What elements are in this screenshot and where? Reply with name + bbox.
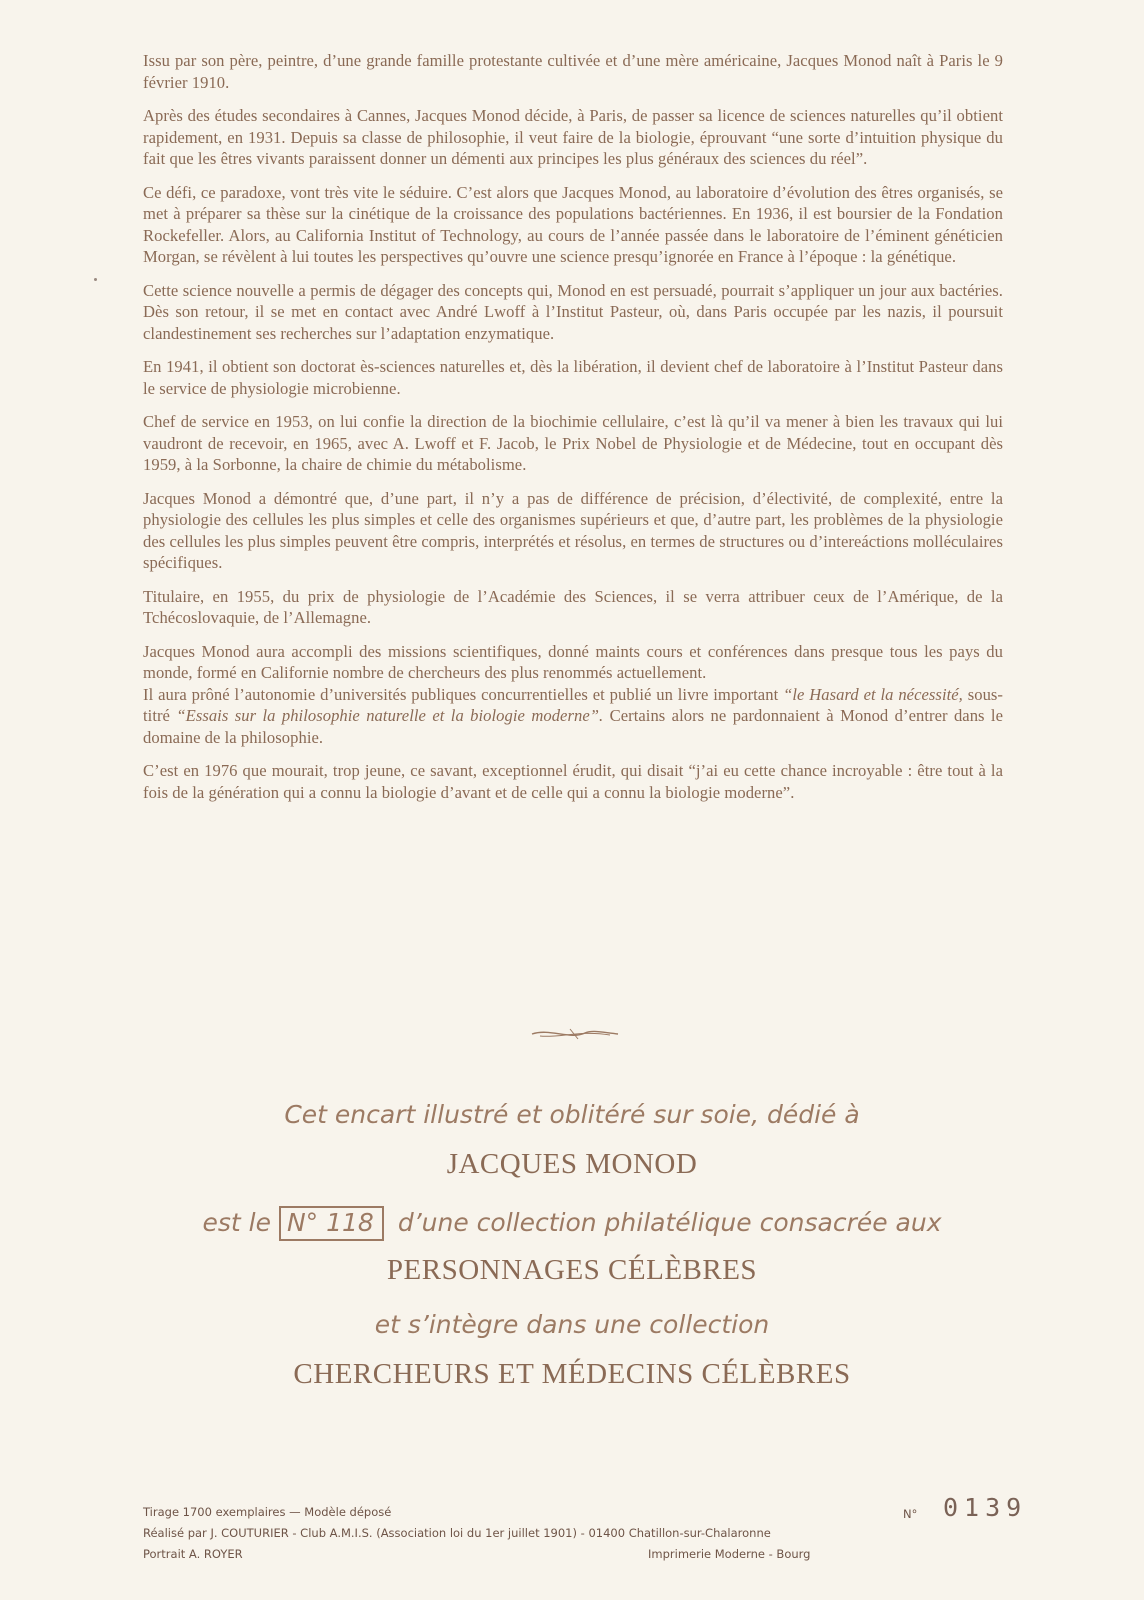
collection-line-text: d’une collection philatélique consacrée aux bbox=[397, 1208, 942, 1237]
print-run: Tirage 1700 exemplaires — Modèle déposé bbox=[143, 1505, 392, 1519]
paragraph-text: Certains alors ne pardonnaient à Monod d’entrer dans le domaine de la philosophie. bbox=[143, 706, 1004, 747]
paragraph: En 1941, il obtient son doctorat ès-sciences naturelles et, dès la libération, il devient chef de laboratoire à l’Institut Pasteur dans le service de physiologie microbienne. bbox=[143, 357, 1003, 398]
collection-number-badge: N° 118 bbox=[279, 1206, 384, 1241]
biography-text bbox=[143, 50, 1003, 815]
dedication-line: Cet encart illustré et oblitéré sur soie, dédié à bbox=[284, 1100, 860, 1129]
paragraph-with-book-title bbox=[143, 684, 1003, 749]
collection-title: PERSONNAGES CÉLÈBRES bbox=[386, 1254, 758, 1286]
margin-speck bbox=[94, 278, 97, 281]
paragraph-text: sous-titré bbox=[143, 684, 1003, 725]
serial-number-label: N° bbox=[903, 1507, 918, 1521]
book-title: “le Hasard et la nécessité, bbox=[783, 684, 963, 704]
flourish-ornament bbox=[530, 1024, 620, 1044]
paragraph-text: Il aura prôné l’autonomie d’universités publiques concurrentielles et publié un livre important bbox=[143, 684, 784, 704]
est-le-text: est le bbox=[202, 1208, 271, 1237]
paragraph: Jacques Monod a démontré que, d’une part, il n’y a pas de différence de précision, d’électivité, de complexité, entre la physiologie des cellules les plus simples et celle des organismes supérieurs et que, d’autre part, les problèmes de la physiologie des cellules les plus simples peuvent être compris, interprétés et résolus, en termes de structures ou d’intereáctions molléculaires spécifiques. bbox=[143, 488, 1003, 572]
paragraph: Ce défi, ce paradoxe, vont très vite le séduire. C’est alors que Jacques Monod, au laboratoire d’évolution des êtres organisés, se met à préparer sa thèse sur la cinétique de la croissance des populations bactériennes. En 1936, il est boursier de la Fondation Rockefeller. Alors, au California Institut of Technology, au cours de l’année passée dans le laboratoire de l’éminent généticien Morgan, se révèlent à lui toutes les perspectives qu’ouvre une science presqu’ignorée en France à l’époque : la génétique. bbox=[143, 182, 1003, 266]
paragraph: Jacques Monod aura accompli des missions scientifiques, donné maints cours et conférences dans presque tous les pays du monde, formé en Californie nombre de chercheurs des plus renommés actuellement. bbox=[143, 641, 1003, 682]
printer-credit: Imprimerie Moderne - Bourg bbox=[648, 1547, 811, 1561]
book-subtitle: “Essais sur la philosophie naturelle et la biologie moderne”. bbox=[176, 706, 604, 725]
dedication-line: et s’intègre dans une collection bbox=[374, 1310, 770, 1339]
series-title: CHERCHEURS ET MÉDECINS CÉLÈBRES bbox=[293, 1358, 851, 1390]
paragraph: Issu par son père, peintre, d’une grande famille protestante cultivée et d’une mère américaine, Jacques Monod naît à Paris le 9 février 1910. bbox=[143, 51, 1003, 92]
paragraph: C’est en 1976 que mourait, trop jeune, ce savant, exceptionnel érudit, qui disait “j’ai eu cette chance incroyable : être tout à la fois de la génération qui a connu la biologie d’avant et de celle qui a connu la biologie moderne”. bbox=[143, 761, 1003, 802]
paragraph: Titulaire, en 1955, du prix de physiologie de l’Académie des Sciences, il se verra attribuer ceux de l’Amérique, de la Tchécoslovaquie, de l’Allemagne. bbox=[143, 586, 1003, 627]
collection-number-line bbox=[0, 1206, 1144, 1241]
paragraph: Après des études secondaires à Cannes, Jacques Monod décide, à Paris, de passer sa licence de sciences naturelles qu’il obtient rapidement, en 1931. Depuis sa classe de philosophie, il veut faire de la biologie, éprouvant “une sorte d’intuition physique du fait que les êtres vivants paraissent donner un démenti aux principes les plus généraux des sciences du réel”. bbox=[143, 106, 1003, 168]
serial-number: 0139 bbox=[943, 1493, 1028, 1522]
dedicatee-name: JACQUES MONOD bbox=[446, 1148, 698, 1180]
paragraph: Cette science nouvelle a permis de dégager des concepts qui, Monod en est persuadé, pourrait s’appliquer un jour aux bactéries. Dès son retour, il se met en contact avec André Lwoff à l’Institut Pasteur, où, dans Paris occupée par les nazis, il poursuit clandestinement ses recherches sur l’adaptation enzymatique. bbox=[143, 280, 1003, 343]
publisher-credit: Réalisé par J. COUTURIER - Club A.M.I.S. (Association loi du 1er juillet 1901) - 01400 Chatillon-sur-Chalaronne bbox=[143, 1526, 771, 1540]
portrait-credit: Portrait A. ROYER bbox=[143, 1547, 243, 1561]
paragraph: Chef de service en 1953, on lui confie la direction de la biochimie cellulaire, c’est là qu’il va mener à bien les travaux qui lui vaudront de recevoir, en 1965, avec A. Lwoff et F. Jacob, le Prix Nobel de Physiologie et de Médecine, tout en occupant dès 1959, à la Sorbonne, la chaire de chimie du métabolisme. bbox=[143, 412, 1003, 474]
